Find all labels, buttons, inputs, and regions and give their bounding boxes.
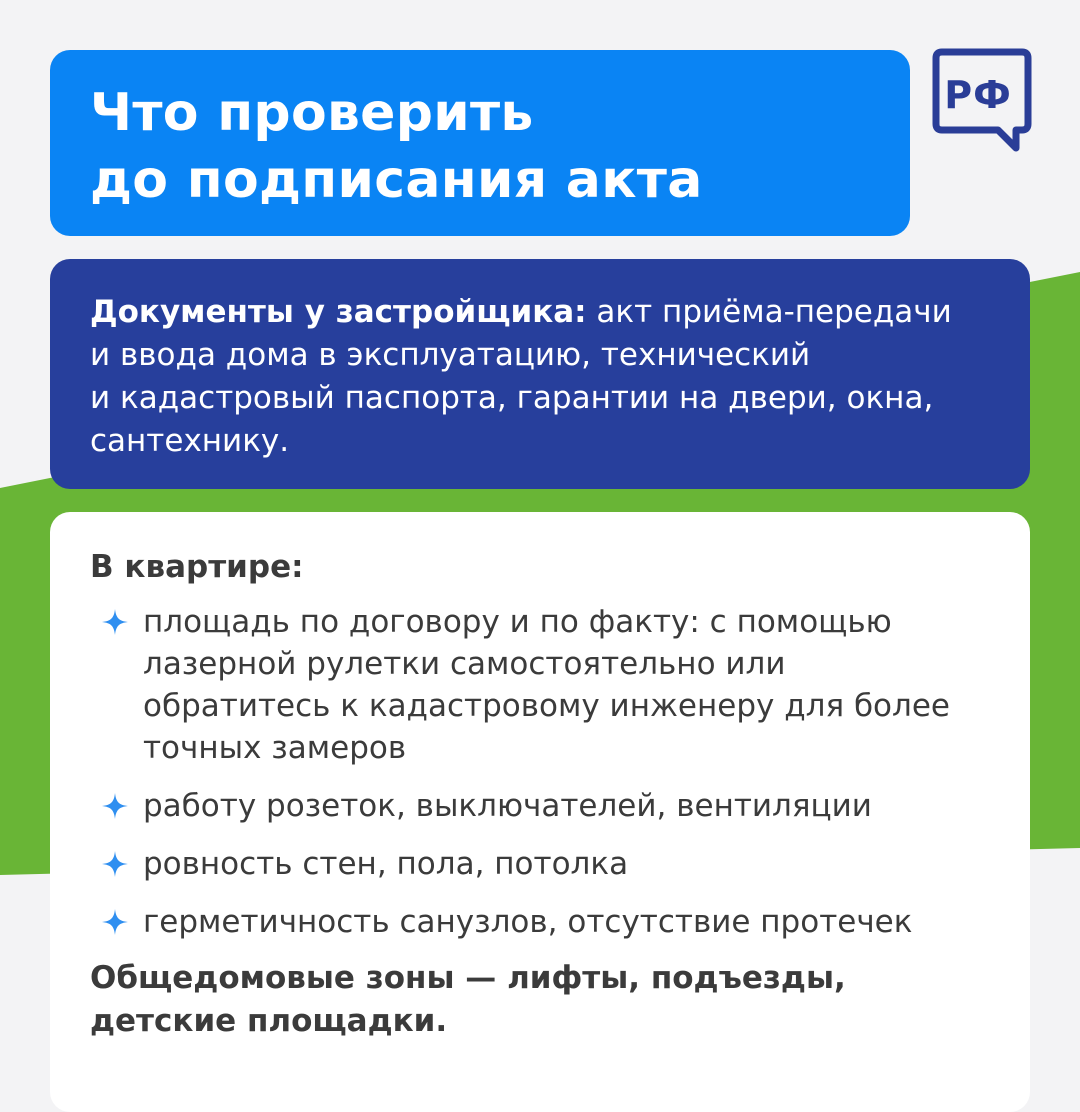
apartment-checklist: [90, 601, 990, 943]
common-areas-line-1: Общедомовые зоны — лифты, подъезды,: [90, 960, 846, 996]
common-areas-line-2: детские площадки.: [90, 1003, 448, 1039]
list-item-text-line: работу розеток, выключателей, вентиляции: [143, 788, 872, 824]
list-item-text-line: герметичность санузлов, отсутствие протечек: [143, 904, 913, 940]
sparkle-bullet-icon: [102, 909, 128, 935]
title-banner: [50, 50, 910, 236]
list-item: [90, 901, 990, 943]
sparkle-bullet-icon: [102, 609, 128, 635]
sparkle-bullet-icon: [102, 793, 128, 819]
documents-label: Документы у застройщика:: [90, 294, 587, 330]
list-item: [90, 601, 990, 769]
list-item-text-line: точных замеров: [143, 730, 407, 766]
sparkle-bullet-icon: [102, 851, 128, 877]
documents-line-3: и кадастровый паспорта, гарантии на двери, окна,: [90, 380, 934, 416]
title-line-1: Что проверить: [90, 83, 534, 143]
apartment-title: В квартире:: [90, 549, 304, 585]
logo-rf: РФ: [944, 73, 1012, 117]
documents-text-1: акт приёма-передачи: [586, 294, 952, 330]
documents-box: [50, 259, 1030, 489]
documents-line-4: сантехнику.: [90, 423, 290, 459]
list-item-text-line: площадь по договору и по факту: с помощью: [143, 604, 892, 640]
apartment-card: [50, 512, 1030, 1112]
common-areas-note: [90, 957, 990, 1043]
documents-line-1: [90, 291, 992, 334]
documents-line-2: и ввода дома в эксплуатацию, технический: [90, 337, 811, 373]
list-item-text-line: ровность стен, пола, потолка: [143, 846, 629, 882]
list-item-text-line: обратитесь к кадастровому инженеру для более: [143, 688, 950, 724]
list-item: [90, 785, 990, 827]
title-line-2: до подписания акта: [90, 150, 703, 210]
list-item-text-line: лазерной рулетки самостоятельно или: [143, 646, 786, 682]
list-item: [90, 843, 990, 885]
